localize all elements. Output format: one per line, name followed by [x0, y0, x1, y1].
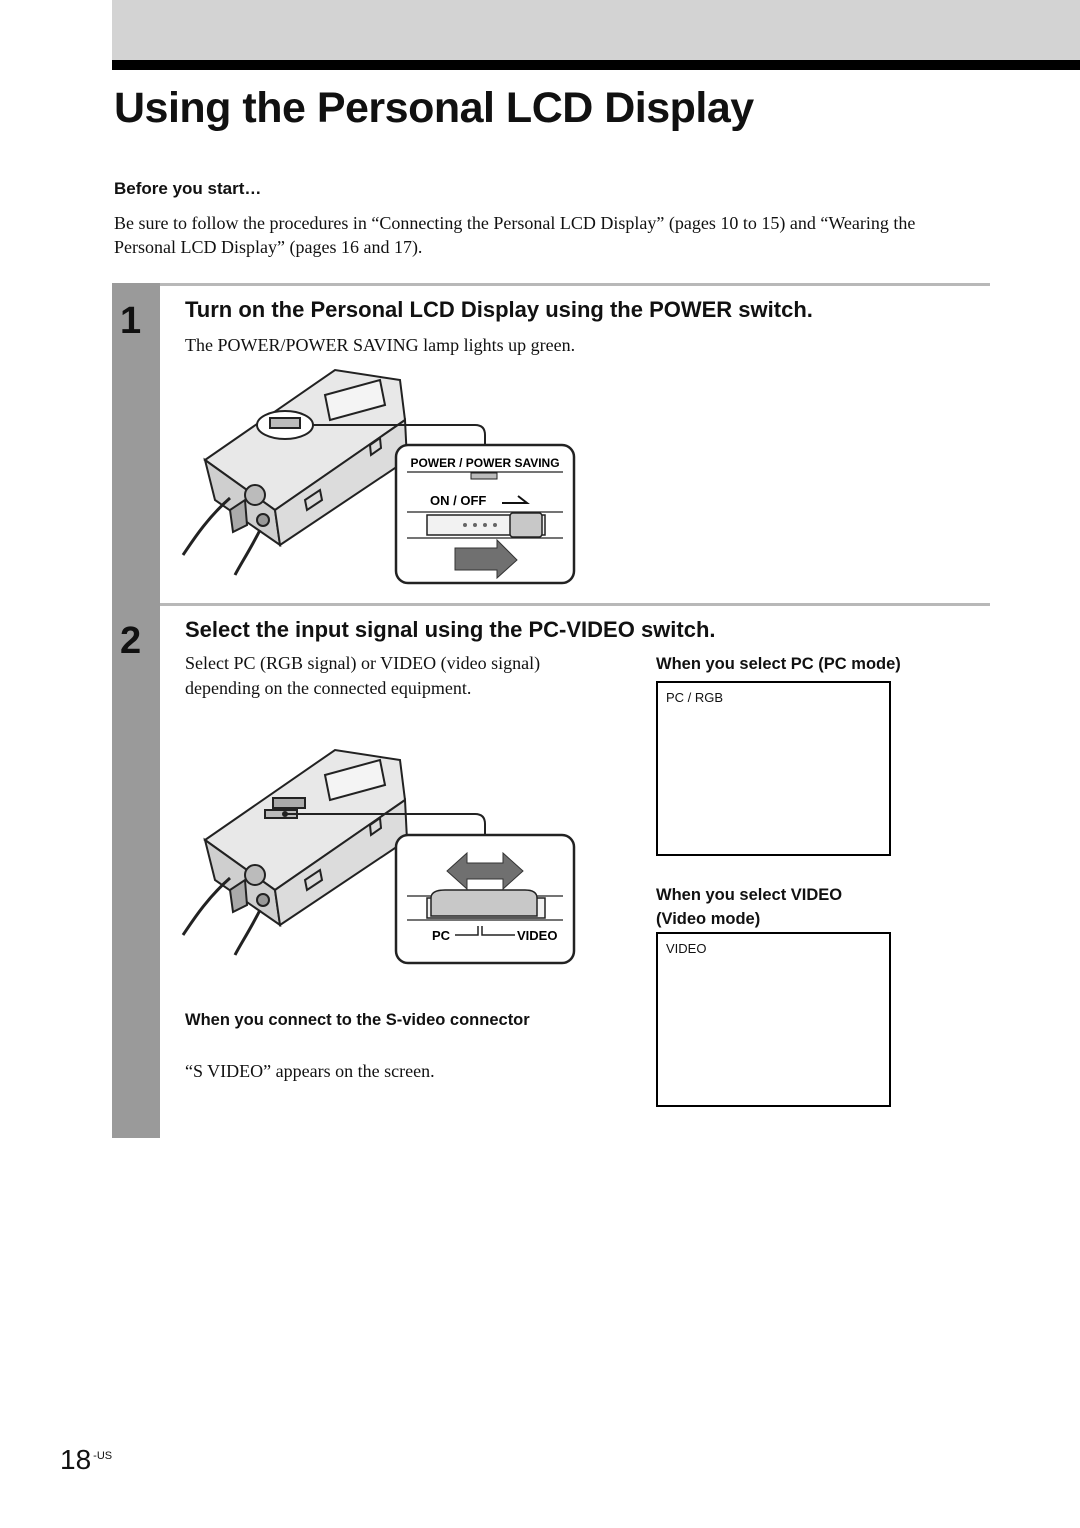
- pc-mode-screen-text: PC / RGB: [666, 690, 724, 705]
- before-you-start-text: Be sure to follow the procedures in “Connecting the Personal LCD Display” (pages 10 to 15) and “Wearing the Personal LCD Display” (pages 16 and 17).: [114, 213, 916, 257]
- video-mode-screen-text: VIDEO: [666, 941, 707, 956]
- step-1-text: The POWER/POWER SAVING lamp lights up green.: [185, 335, 576, 355]
- video-position-label: VIDEO: [517, 928, 558, 943]
- switch2-knob: [431, 890, 537, 916]
- step-2-rule: [160, 603, 990, 606]
- page-number-value: 18: [60, 1444, 92, 1475]
- device-body: [205, 370, 407, 545]
- video-mode-heading: When you select VIDEO (Video mode): [656, 886, 843, 928]
- video-mode-screen: [656, 932, 891, 1107]
- page-number: [60, 1444, 112, 1476]
- step-1-title: Turn on the Personal LCD Display using the POWER switch.: [185, 297, 813, 322]
- power-lamp: [471, 473, 497, 479]
- svideo-heading: When you connect to the S-video connector: [185, 1011, 530, 1029]
- page-number-suffix: -US: [93, 1449, 113, 1462]
- lamp-label: POWER / POWER SAVING: [410, 456, 560, 470]
- step-2-number: 2: [120, 620, 142, 662]
- step-2-title: Select the input signal using the PC-VIDEO switch.: [185, 617, 716, 642]
- pc-mode-heading: When you select PC (PC mode): [656, 655, 901, 673]
- header-band: [112, 0, 1080, 60]
- display-input-illustration: [175, 740, 595, 970]
- pc-mode-screen: [656, 681, 891, 856]
- svideo-text: “S VIDEO” appears on the screen.: [185, 1061, 435, 1081]
- step-1-number: 1: [120, 300, 142, 342]
- switch-label: ON / OFF: [430, 493, 487, 508]
- step-1-rule: [160, 283, 990, 286]
- page-title: Using the Personal LCD Display: [114, 84, 754, 132]
- device-body-2: [205, 750, 407, 925]
- display-power-illustration: [175, 360, 595, 595]
- switch-knob: [510, 513, 542, 537]
- step-side-bar: [112, 283, 160, 1138]
- step-2-text: Select PC (RGB signal) or VIDEO (video signal) depending on the connected equipment.: [185, 653, 541, 698]
- header-rule: [112, 60, 1080, 70]
- before-you-start-heading: Before you start…: [114, 179, 262, 198]
- pc-position-label: PC: [432, 928, 451, 943]
